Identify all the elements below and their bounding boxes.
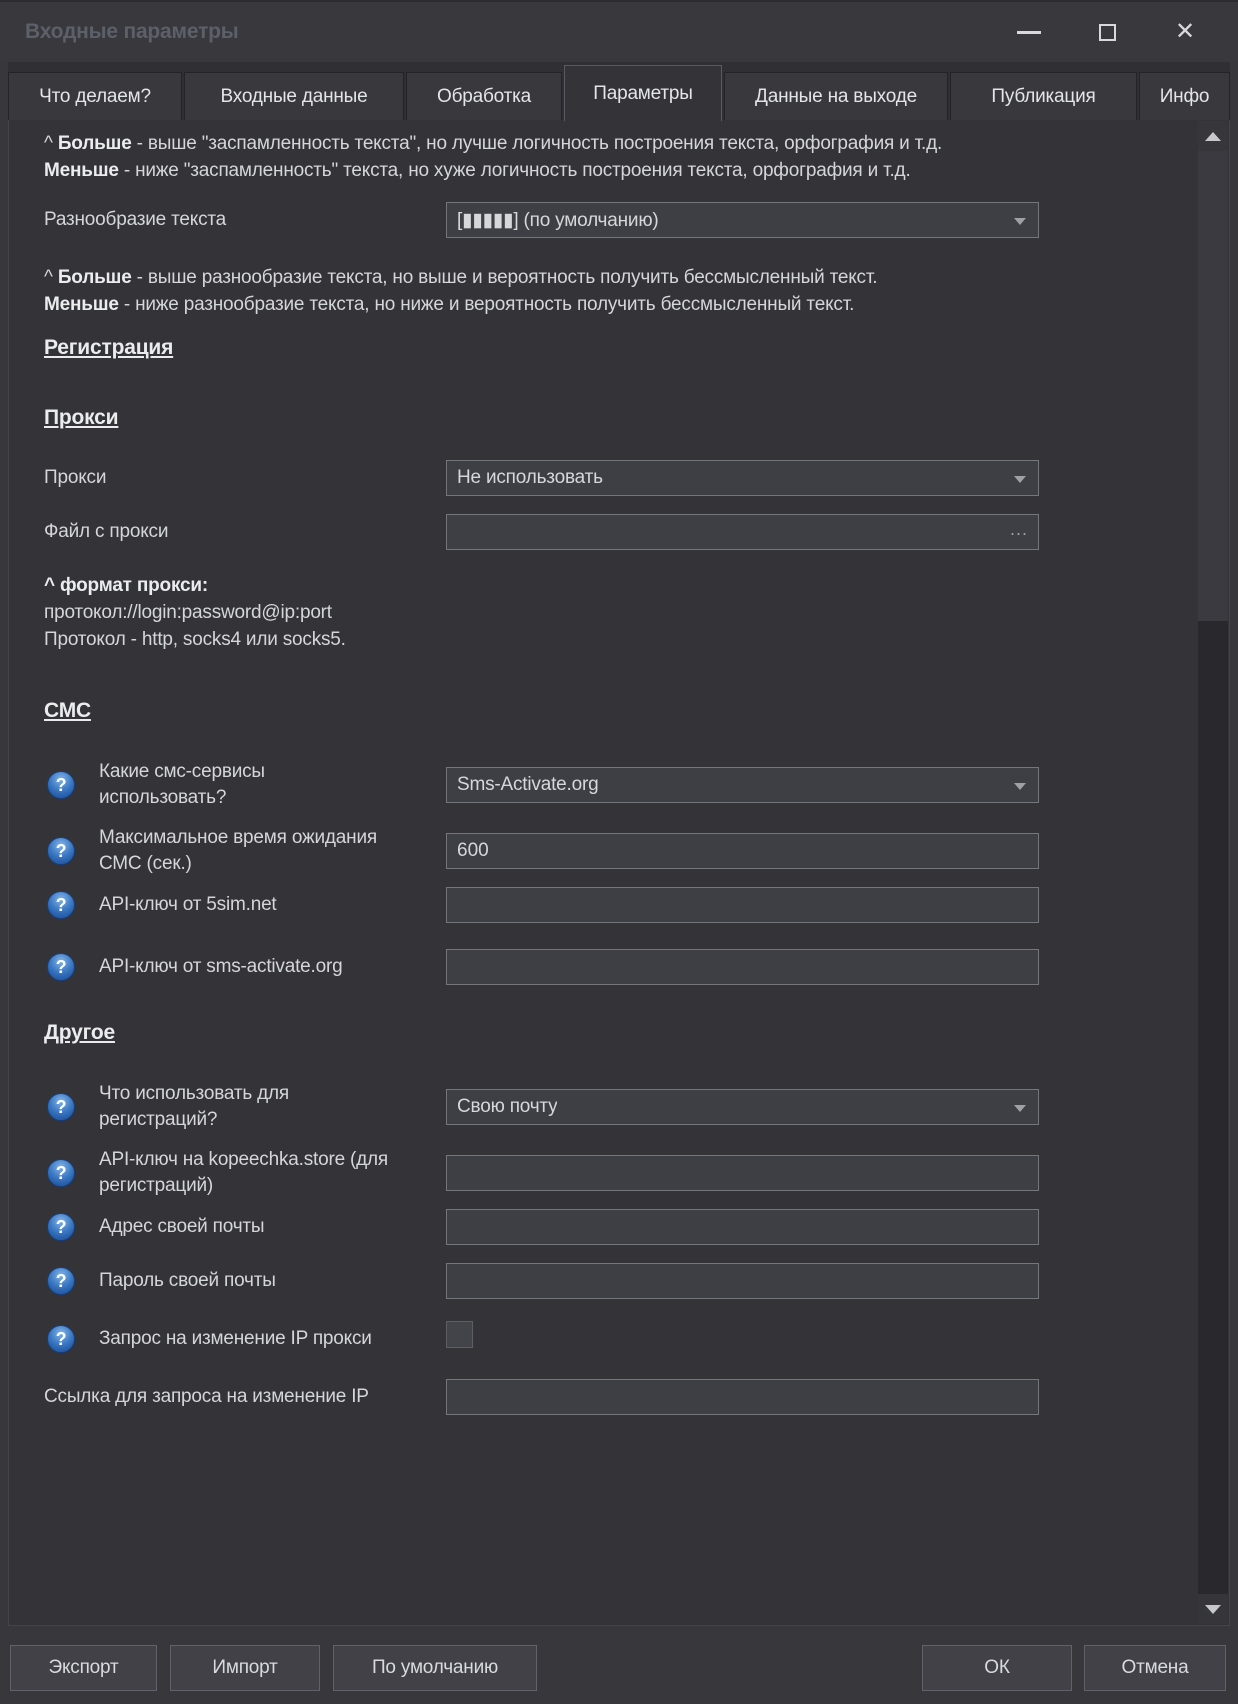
api-smsactivate-row <box>9 949 1197 985</box>
chevron-down-icon <box>1014 218 1026 225</box>
tab-input-data[interactable]: Входные данные <box>184 72 404 120</box>
section-proxy: Прокси <box>44 406 119 429</box>
maximize-icon <box>1099 24 1116 41</box>
variety-note: ^ Больше - выше разнообразие текста, но выше и вероятность получить бессмысленный текст. Меньше - ниже разнообразие текста, но ниже и вероятность получить бессмысленный текст. <box>44 267 878 315</box>
email-password-label: Пароль своей почты <box>99 1270 276 1291</box>
registration-method-label: Что использовать для регистраций? <box>99 1083 289 1130</box>
chevron-down-icon <box>1014 476 1026 483</box>
help-icon[interactable]: ? <box>47 771 75 799</box>
footer <box>0 1626 1238 1704</box>
help-icon[interactable]: ? <box>47 1267 75 1295</box>
tab-processing[interactable]: Обработка <box>406 72 562 120</box>
titlebar <box>0 0 1238 62</box>
import-button[interactable]: Импорт <box>170 1645 320 1691</box>
minimize-icon <box>1017 31 1041 34</box>
minimize-button[interactable] <box>1016 19 1042 45</box>
email-password-row <box>9 1263 1197 1299</box>
ip-change-url-row <box>9 1379 1197 1415</box>
api-kopeechka-row <box>9 1147 1197 1199</box>
cancel-button[interactable]: Отмена <box>1084 1645 1226 1691</box>
api-smsactivate-label: API-ключ от sms-activate.org <box>99 956 343 977</box>
sms-service-select[interactable]: Sms-Activate.org <box>446 767 1039 803</box>
help-icon[interactable]: ? <box>47 1325 75 1353</box>
arrow-down-icon <box>1205 1605 1221 1614</box>
sms-timeout-row <box>9 825 1197 877</box>
help-icon[interactable]: ? <box>47 1159 75 1187</box>
chevron-down-icon <box>1014 783 1026 790</box>
ip-change-url-label: Ссылка для запроса на изменение IP <box>44 1386 369 1407</box>
help-icon[interactable]: ? <box>47 953 75 981</box>
section-other: Другое <box>44 1021 115 1044</box>
ip-change-url-input[interactable] <box>446 1379 1039 1415</box>
proxy-file-label: Файл с прокси <box>44 521 169 542</box>
export-button[interactable]: Экспорт <box>10 1645 157 1691</box>
email-address-row <box>9 1209 1197 1245</box>
tab-info[interactable]: Инфо <box>1139 72 1230 120</box>
help-icon[interactable]: ? <box>47 1213 75 1241</box>
help-icon[interactable]: ? <box>47 1093 75 1121</box>
sms-service-row <box>9 759 1197 811</box>
arrow-up-icon <box>1205 132 1221 141</box>
ip-change-request-checkbox[interactable] <box>446 1321 473 1348</box>
browse-button[interactable]: ... <box>1009 519 1028 539</box>
proxy-format-note: ^ формат прокси: протокол://login:password@ip:port Протокол - http, socks4 или socks5. <box>44 575 346 650</box>
tab-publication[interactable]: Публикация <box>950 72 1137 120</box>
window-controls <box>1016 19 1238 45</box>
tab-output-data[interactable]: Данные на выходе <box>724 72 948 120</box>
vertical-scrollbar[interactable] <box>1198 121 1228 1624</box>
ip-change-request-label: Запрос на изменение IP прокси <box>99 1328 372 1349</box>
api-kopeechka-input[interactable] <box>446 1155 1039 1191</box>
email-password-input[interactable] <box>446 1263 1039 1299</box>
help-icon[interactable]: ? <box>47 891 75 919</box>
scrollbar-thumb[interactable] <box>1198 151 1228 621</box>
proxy-mode-row <box>9 460 1197 496</box>
help-icon[interactable]: ? <box>47 837 75 865</box>
tab-what-we-do[interactable]: Что делаем? <box>8 72 182 120</box>
ip-change-request-row <box>9 1321 1197 1357</box>
text-variety-row <box>9 202 1197 238</box>
sms-timeout-input[interactable] <box>446 833 1039 869</box>
defaults-button[interactable]: По умолчанию <box>333 1645 537 1691</box>
tab-bar <box>8 62 1230 120</box>
email-address-label: Адрес своей почты <box>99 1216 265 1237</box>
registration-method-row <box>9 1081 1197 1133</box>
text-variety-select[interactable]: [▮▮▮▮▮] (по умолчанию) <box>446 202 1039 238</box>
section-sms: СМС <box>44 699 91 722</box>
proxy-mode-label: Прокси <box>44 467 107 488</box>
proxy-file-row <box>9 514 1197 550</box>
sms-timeout-label: Максимальное время ожидания СМС (сек.) <box>99 827 377 874</box>
proxy-mode-select[interactable]: Не использовать <box>446 460 1039 496</box>
chevron-down-icon <box>1014 1105 1026 1112</box>
api-5sim-row <box>9 887 1197 923</box>
ok-button[interactable]: ОК <box>922 1645 1072 1691</box>
settings-scroll-area <box>8 119 1230 1626</box>
scroll-up-button[interactable] <box>1198 121 1228 151</box>
api-5sim-label: API-ключ от 5sim.net <box>99 894 277 915</box>
api-5sim-input[interactable] <box>446 887 1039 923</box>
tab-parameters[interactable]: Параметры <box>564 65 722 121</box>
email-address-input[interactable] <box>446 1209 1039 1245</box>
api-smsactivate-input[interactable] <box>446 949 1039 985</box>
section-registration: Регистрация <box>44 336 174 359</box>
proxy-file-field[interactable] <box>446 514 1039 550</box>
spam-note: ^ Больше - выше "заспамленность текста", но лучше логичность построения текста, орфография и т.д. Меньше - ниже "заспамленность" текста, но хуже логичность построения текста, орфография и т.д. <box>44 133 943 181</box>
maximize-button[interactable] <box>1094 19 1120 45</box>
scroll-down-button[interactable] <box>1198 1594 1228 1624</box>
api-kopeechka-label: API-ключ на kopeechka.store (для регистраций) <box>99 1149 388 1196</box>
window-title: Входные параметры <box>25 20 239 43</box>
close-icon: ✕ <box>1175 18 1195 45</box>
registration-method-select[interactable]: Свою почту <box>446 1089 1039 1125</box>
close-button[interactable] <box>1172 19 1198 45</box>
text-variety-label: Разнообразие текста <box>44 209 227 230</box>
sms-service-label: Какие смс-сервисы использовать? <box>99 761 265 808</box>
